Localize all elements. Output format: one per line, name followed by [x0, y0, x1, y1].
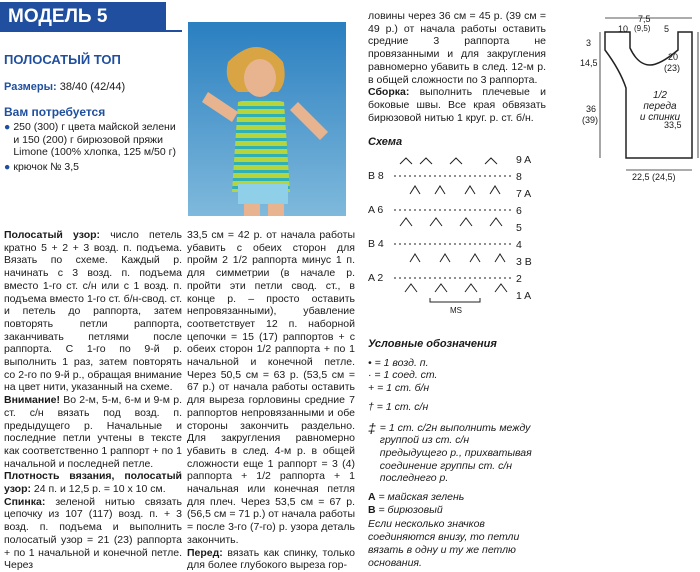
legend-block	[368, 338, 538, 569]
intro-block	[4, 52, 184, 174]
paragraph	[4, 496, 182, 572]
legend-title: Условные обозначения	[368, 338, 497, 350]
paragraph-text: выполнить плечевые и боковые швы. Все края обвязать бирюзовой нитью 1 круг. р. ст. б/н.	[368, 86, 546, 124]
paragraph-text: 24 п. и 12,5 р. = 10 х 10 см.	[30, 483, 166, 496]
paragraph	[187, 229, 355, 547]
model-title: МОДЕЛЬ 5	[8, 6, 108, 27]
scheme-row-labels-right: 9 A 8 7 A 6 5 4 3 B 2 1 A	[516, 154, 532, 302]
paragraph-text: 33,5 см = 42 р. от начала работы убавить с обеих сторон для пройм 2 1/2 раппорта минус 1 п. для симметрии (в начале р. пройти эти петли свод. ст., в конце р. – просто оставить непровязанными), убавление соответствует 12 п. наборной цепочки = 15 (17) раппортов + с обеих сторон 1/2 раппорта + по 1 начальной и конечной петле. Через 50,5 см = 63 р. (53,5 см = 67 р.) от начала работы оставить для выреза горловины средние 7 раппортов непровязанными и обе стороны закончить раздельно. Для закругления равномерно убавить в след. 4-м р. в общей сложности еще 1 раппорт = 3 (4) раппорта + 1/2 раппорта + 1 начальная или конечная петля для плеч. Через 53,5 см = 67 р. (56,5 см = 71 р.) от начала работы = после 3-го (7-го) р. узора деталь закончить.	[187, 229, 355, 546]
color-b-line: B = бирюзовый	[368, 503, 443, 516]
dim-label: 5	[664, 24, 670, 34]
paragraph-heading: Плотность вязания, полосатый узор:	[4, 470, 182, 496]
color-a-line: A = майская зелень	[368, 491, 465, 504]
paragraph-heading: Сборка:	[368, 86, 410, 99]
double-crochet-symbol-icon: †	[368, 400, 374, 413]
dim-label: 22,5 (24,5)	[632, 172, 676, 182]
repeat-label: MS	[450, 306, 462, 315]
model-header	[0, 2, 166, 32]
garment-diagram	[560, 10, 700, 180]
scheme-block	[368, 136, 548, 315]
instructions-col-3	[368, 10, 546, 124]
single-crochet-symbol-icon: +	[368, 382, 375, 395]
material-item	[4, 161, 184, 174]
dim-label: 14,5	[580, 58, 598, 68]
bullet-icon: ●	[4, 161, 11, 174]
instructions-col-1	[4, 229, 182, 572]
paragraph	[4, 229, 182, 394]
legend-note: Если несколько значков соединяются внизу, то петли вязать в одну и ту же петлю основания.	[368, 518, 520, 569]
material-text: 250 (300) г цвета майской зелени и 150 (200) г бирюзовой пряжи Limone (100% хлопка, 125 м/50 г)	[13, 121, 176, 159]
diagram-inner-label: 1/2 переда и спинки	[639, 90, 681, 123]
paragraph-heading: Внимание!	[4, 394, 60, 407]
bullet-icon: ●	[4, 121, 11, 133]
dim-label: (9,5)	[634, 24, 651, 33]
material-text: крючок № 3,5	[13, 161, 80, 174]
legend-item: † = 1 ст. с/н	[368, 400, 429, 413]
dim-label: (23)	[664, 63, 681, 73]
material-item	[4, 121, 184, 159]
scheme-row-labels-left: B 8 A 6 B 4 A 2	[368, 170, 384, 284]
sizes-label: Размеры:	[4, 81, 57, 93]
paragraph	[368, 10, 546, 86]
materials-list	[4, 121, 184, 174]
paragraph-heading: Полосатый узор:	[4, 229, 101, 241]
paragraph-text: Во 2-м, 5-м, 6-м и 9-м р. ст. с/н вязать под возд. п. предыдущего р. Начальные и последние петли учтены в тексте как соответственно 1 раппорт + по 1 начальной и последней петле.	[4, 394, 182, 470]
paragraph	[368, 86, 546, 124]
dim-label: 33,5	[664, 120, 682, 130]
legend-item: ‡ = 1 ст. с/2н выполнить между группой из ст. с/н предыдущего р., прихватывая соединение группы ст. с/н последнего р.	[368, 419, 532, 485]
slip-stitch-symbol-icon: ·	[368, 369, 372, 382]
paragraph-heading: Спинка:	[4, 495, 46, 508]
sizes-line	[4, 81, 184, 93]
crochet-chart	[390, 154, 520, 304]
pattern-title: ПОЛОСАТЫЙ ТОП	[4, 52, 121, 67]
paragraph-text: число петель кратно 5 + 2 + 3 возд. п. подъема. Вязать по схеме. Каждый р. начинать с 3 возд. п. подъема вместо 1-го ст. с/н или с 1 возд. п. подъема вместо 1-го ст. б/н-свод. ст. и петель до раппорта, затем повторять петли раппорта, заканчивать петлями после раппорта. С 1-го по 9-й р. выполнить 1 раз, затем повторять со 2-го по 9-й р., обращая внимание на цвет нити, указанный на схеме.	[4, 229, 182, 394]
model-photo	[188, 22, 346, 216]
paragraph-heading: Перед:	[187, 546, 223, 559]
dim-label: 3	[586, 38, 592, 48]
legend-item: • = 1 возд. п.	[368, 356, 429, 369]
photo-image	[188, 22, 346, 216]
sizes-value: 38/40 (42/44)	[56, 81, 126, 93]
materials-title: Вам потребуется	[4, 105, 106, 119]
dim-label: 10	[618, 24, 629, 34]
paragraph-text: ловины через 36 см = 45 р. (39 см = 49 р.) от начала работы оставить средние 3 раппорта не провязанными и для закругления равномерно убавить в след. 12-м р. в общей сложности по 3 раппорта.	[368, 10, 546, 86]
paragraph-text: вязать как спинку, только для более глубокого выреза гор-	[187, 546, 355, 572]
chain-symbol-icon: •	[368, 356, 372, 369]
legend-item: + = 1 ст. б/н	[368, 382, 430, 395]
paragraph	[4, 394, 182, 470]
dim-label: 20	[668, 52, 679, 62]
paragraph-text: зеленой нитью связать цепочку из 107 (117) возд. п. + 3 возд. п. подъема и выполнить полосатый узор = 21 (23) раппорта + по 1 начальной и конечной петле. Через	[4, 495, 182, 572]
dim-label: 36	[586, 104, 597, 114]
paragraph	[4, 470, 182, 495]
header-rule	[0, 30, 182, 32]
scheme-title: Схема	[368, 136, 403, 148]
instructions-col-2	[187, 229, 355, 572]
treble-crochet-symbol-icon: ‡	[368, 419, 376, 436]
legend-item: · = 1 соед. ст.	[368, 369, 438, 382]
dim-label: 7,5	[638, 14, 651, 24]
paragraph	[187, 547, 355, 572]
dim-label: (39)	[582, 115, 599, 125]
